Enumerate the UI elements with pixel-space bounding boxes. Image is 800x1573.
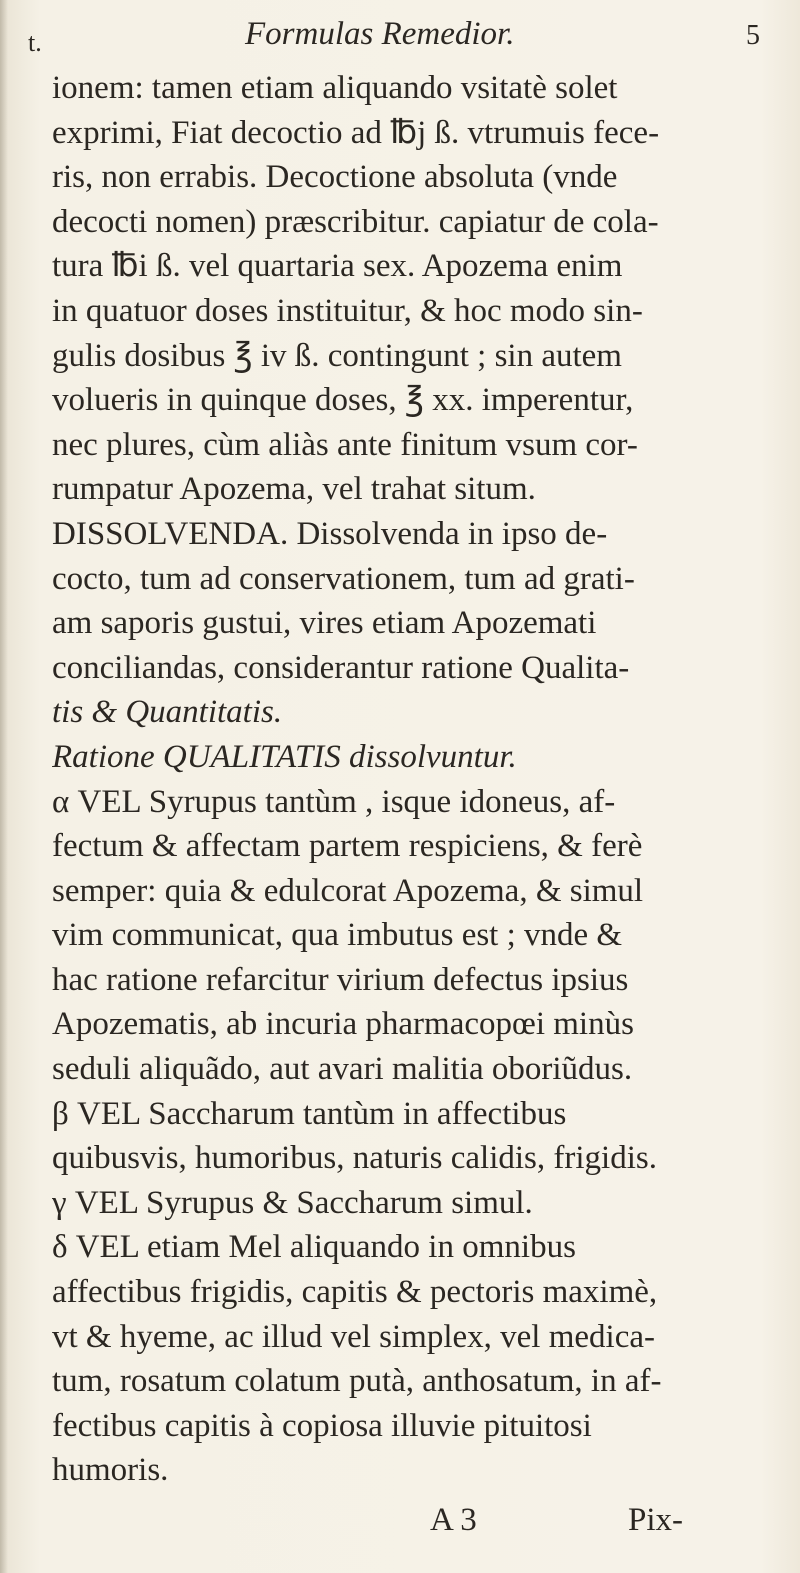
running-title: Formulas Remedior. xyxy=(245,16,515,52)
page-number: 5 xyxy=(746,20,760,51)
text-line: humoris. xyxy=(52,1452,169,1489)
page-gutter-shadow xyxy=(0,0,8,1573)
text-line: fectibus capitis à copiosa illuvie pituitosi xyxy=(52,1407,592,1444)
section-heading-dissolvenda: DISSOLVENDA. Dissolvenda in ipso de- xyxy=(52,515,608,552)
text-line: tum, rosatum colatum putà, anthosatum, in af- xyxy=(52,1363,662,1400)
header-marker: t. xyxy=(28,28,42,57)
text-line: tura ℔i ß. vel quartaria sex. Apozema enim xyxy=(52,248,623,285)
text-line: Apozematis, ab incuria pharmacopœi minùs xyxy=(52,1006,634,1043)
text-line: rumpatur Apozema, vel trahat situm. xyxy=(52,471,536,508)
text-line: seduli aliquãdo, aut avari malitia oboriũdus. xyxy=(52,1051,633,1088)
list-item-beta: β VEL Saccharum tantùm in affectibus xyxy=(52,1095,567,1132)
text-line: vt & hyeme, ac illud vel simplex, vel medica- xyxy=(52,1318,655,1355)
text-line: fectum & affectam partem respiciens, & ferè xyxy=(52,828,643,865)
running-header xyxy=(0,14,800,57)
text-line: am saporis gustui, vires etiam Apozemati xyxy=(52,605,597,642)
text-line: hac ratione refarcitur virium defectus ipsius xyxy=(52,961,629,998)
page-footer xyxy=(0,1502,800,1542)
text-line: in quatuor doses instituitur, & hoc modo sin- xyxy=(52,292,643,329)
text-line: affectibus frigidis, capitis & pectoris maximè, xyxy=(52,1274,658,1311)
subheading-ratione-qualitatis: Ratione QUALITATIS dissolvuntur. xyxy=(52,738,517,775)
text-line: ris, non errabis. Decoctione absoluta (vnde xyxy=(52,159,618,196)
text-line: quibusvis, humoribus, naturis calidis, frigidis. xyxy=(52,1140,657,1177)
list-item-alpha: α VEL Syrupus tantùm , isque idoneus, af- xyxy=(52,783,616,820)
text-line: decocti nomen) præscribitur. capiatur de cola- xyxy=(52,203,659,240)
text-line: gulis dosibus ℥ iv ß. contingunt ; sin autem xyxy=(52,337,622,374)
page-body-text xyxy=(52,66,774,1493)
text-line: volueris in quinque doses, ℥ xx. imperentur, xyxy=(52,382,634,419)
text-line: ionem: tamen etiam aliquando vsitatè solet xyxy=(52,70,618,106)
text-line: cocto, tum ad conservationem, tum ad grati- xyxy=(52,560,635,597)
text-line: tis & Quantitatis. xyxy=(52,694,283,731)
catchword: Pix- xyxy=(628,1502,684,1538)
text-line: exprimi, Fiat decoctio ad ℔j ß. vtrumuis fece- xyxy=(52,114,660,151)
list-item-gamma: γ VEL Syrupus & Saccharum simul. xyxy=(52,1184,533,1221)
text-line: semper: quia & edulcorat Apozema, & simul xyxy=(52,872,644,909)
signature-mark: A 3 xyxy=(430,1502,477,1538)
list-item-delta: δ VEL etiam Mel aliquando in omnibus xyxy=(52,1229,576,1266)
text-line: conciliandas, considerantur ratione Qualita- xyxy=(52,649,630,686)
text-line: nec plures, cùm aliàs ante finitum vsum cor- xyxy=(52,426,638,463)
text-line: vim communicat, qua imbutus est ; vnde & xyxy=(52,917,623,954)
